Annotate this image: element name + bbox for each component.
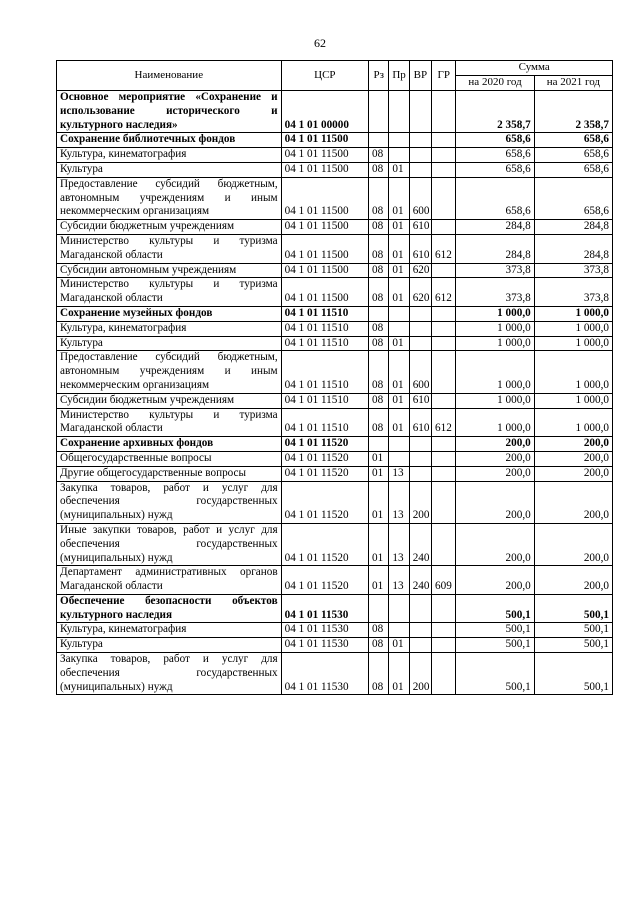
header-rz: Рз: [369, 61, 389, 91]
cell-pr: 01: [389, 263, 409, 278]
cell-gr: [432, 523, 456, 565]
table-row: [57, 653, 613, 695]
cell-sum-2020: 1 000,0: [456, 336, 534, 351]
cell-sum-2021: 2 358,7: [534, 91, 612, 133]
cell-sum-2020: 200,0: [456, 523, 534, 565]
cell-vr: 610: [409, 220, 431, 235]
cell-gr: [432, 351, 456, 393]
budget-table: [56, 60, 613, 695]
cell-sum-2021: 500,1: [534, 638, 612, 653]
cell-sum-2021: 500,1: [534, 594, 612, 623]
cell-vr: 240: [409, 566, 431, 595]
cell-csr: 04 1 01 11520: [281, 481, 368, 523]
table-row: [57, 638, 613, 653]
cell-pr: 01: [389, 393, 409, 408]
cell-sum-2021: 1 000,0: [534, 408, 612, 437]
cell-pr: [389, 594, 409, 623]
cell-pr: 13: [389, 523, 409, 565]
cell-pr: 01: [389, 638, 409, 653]
cell-gr: [432, 321, 456, 336]
cell-vr: 240: [409, 523, 431, 565]
header-gr: ГР: [432, 61, 456, 91]
cell-gr: [432, 220, 456, 235]
cell-gr: [432, 162, 456, 177]
table-row: [57, 437, 613, 452]
cell-gr: [432, 594, 456, 623]
table-row: [57, 220, 613, 235]
cell-name: Основное мероприятие «Сохранение и использование исторического и культурного наследия»: [57, 91, 282, 133]
cell-gr: [432, 148, 456, 163]
header-year-2021: на 2021 год: [534, 76, 612, 91]
cell-name: Департамент административных органов Магаданской области: [57, 566, 282, 595]
cell-csr: 04 1 01 11510: [281, 393, 368, 408]
cell-csr: 04 1 01 11510: [281, 321, 368, 336]
table-row: [57, 263, 613, 278]
table-row: [57, 177, 613, 219]
cell-vr: [409, 321, 431, 336]
cell-sum-2020: 200,0: [456, 466, 534, 481]
cell-csr: 04 1 01 11530: [281, 653, 368, 695]
cell-csr: 04 1 01 11520: [281, 451, 368, 466]
cell-name: Другие общегосударственные вопросы: [57, 466, 282, 481]
cell-name: Субсидии автономным учреждениям: [57, 263, 282, 278]
header-sum: Сумма: [456, 61, 613, 76]
cell-name: Сохранение музейных фондов: [57, 306, 282, 321]
cell-name: Культура: [57, 638, 282, 653]
cell-sum-2021: 200,0: [534, 481, 612, 523]
cell-pr: 13: [389, 566, 409, 595]
cell-vr: 620: [409, 278, 431, 307]
cell-sum-2020: 200,0: [456, 566, 534, 595]
cell-pr: 01: [389, 234, 409, 263]
cell-pr: 01: [389, 278, 409, 307]
cell-name: Обеспечение безопасности объектов культурного наследия: [57, 594, 282, 623]
table-row: [57, 523, 613, 565]
cell-rz: 08: [369, 234, 389, 263]
cell-name: Субсидии бюджетным учреждениям: [57, 393, 282, 408]
cell-vr: 200: [409, 653, 431, 695]
table-row: [57, 91, 613, 133]
cell-csr: 04 1 01 11520: [281, 466, 368, 481]
table-row: [57, 451, 613, 466]
cell-vr: [409, 148, 431, 163]
cell-sum-2020: 500,1: [456, 623, 534, 638]
cell-pr: [389, 623, 409, 638]
cell-pr: 01: [389, 653, 409, 695]
cell-gr: 612: [432, 278, 456, 307]
cell-vr: [409, 466, 431, 481]
table-row: [57, 133, 613, 148]
cell-name: Культура, кинематография: [57, 148, 282, 163]
cell-sum-2020: 658,6: [456, 162, 534, 177]
cell-sum-2021: 200,0: [534, 466, 612, 481]
cell-pr: 01: [389, 336, 409, 351]
cell-rz: 08: [369, 653, 389, 695]
cell-name: Министерство культуры и туризма Магаданской области: [57, 408, 282, 437]
cell-vr: [409, 451, 431, 466]
cell-gr: [432, 91, 456, 133]
cell-pr: [389, 451, 409, 466]
cell-pr: 13: [389, 481, 409, 523]
cell-sum-2021: 658,6: [534, 148, 612, 163]
cell-name: Общегосударственные вопросы: [57, 451, 282, 466]
cell-gr: [432, 481, 456, 523]
cell-rz: 08: [369, 393, 389, 408]
cell-sum-2021: 658,6: [534, 133, 612, 148]
cell-csr: 04 1 01 11500: [281, 234, 368, 263]
cell-pr: 13: [389, 466, 409, 481]
table-row: [57, 566, 613, 595]
cell-rz: [369, 594, 389, 623]
cell-gr: [432, 638, 456, 653]
page-number: 62: [314, 36, 326, 50]
cell-name: Министерство культуры и туризма Магаданской области: [57, 234, 282, 263]
table-row: [57, 351, 613, 393]
table-row: [57, 466, 613, 481]
cell-csr: 04 1 01 11500: [281, 220, 368, 235]
cell-csr: 04 1 01 11530: [281, 594, 368, 623]
cell-csr: 04 1 01 11500: [281, 148, 368, 163]
cell-gr: [432, 466, 456, 481]
header-csr: ЦСР: [281, 61, 368, 91]
cell-sum-2021: 200,0: [534, 566, 612, 595]
cell-sum-2020: 500,1: [456, 653, 534, 695]
table-row: [57, 393, 613, 408]
table-row: [57, 481, 613, 523]
cell-sum-2020: 658,6: [456, 177, 534, 219]
cell-gr: [432, 133, 456, 148]
cell-name: Сохранение архивных фондов: [57, 437, 282, 452]
cell-pr: 01: [389, 162, 409, 177]
cell-sum-2021: 1 000,0: [534, 393, 612, 408]
cell-rz: [369, 133, 389, 148]
cell-vr: 610: [409, 393, 431, 408]
cell-csr: 04 1 01 11530: [281, 638, 368, 653]
cell-name: Культура: [57, 162, 282, 177]
cell-vr: [409, 91, 431, 133]
cell-sum-2020: 1 000,0: [456, 321, 534, 336]
cell-name: Культура: [57, 336, 282, 351]
cell-gr: 612: [432, 234, 456, 263]
cell-rz: 01: [369, 451, 389, 466]
cell-pr: 01: [389, 177, 409, 219]
cell-rz: 08: [369, 278, 389, 307]
header-vr: ВР: [409, 61, 431, 91]
cell-pr: 01: [389, 408, 409, 437]
cell-pr: 01: [389, 220, 409, 235]
cell-rz: 08: [369, 177, 389, 219]
cell-name: Культура, кинематография: [57, 623, 282, 638]
cell-vr: [409, 594, 431, 623]
cell-sum-2020: 373,8: [456, 278, 534, 307]
cell-gr: [432, 623, 456, 638]
cell-rz: [369, 437, 389, 452]
cell-gr: [432, 263, 456, 278]
cell-rz: 01: [369, 523, 389, 565]
cell-vr: [409, 638, 431, 653]
table-row: [57, 594, 613, 623]
cell-vr: [409, 336, 431, 351]
cell-gr: [432, 437, 456, 452]
cell-sum-2020: 200,0: [456, 437, 534, 452]
cell-sum-2021: 1 000,0: [534, 336, 612, 351]
cell-name: Закупка товаров, работ и услуг для обеспечения государственных (муниципальных) нужд: [57, 481, 282, 523]
cell-rz: 08: [369, 162, 389, 177]
cell-sum-2021: 200,0: [534, 523, 612, 565]
cell-csr: 04 1 01 11520: [281, 566, 368, 595]
cell-rz: 08: [369, 351, 389, 393]
cell-sum-2021: 1 000,0: [534, 306, 612, 321]
table-row: [57, 321, 613, 336]
cell-rz: 08: [369, 148, 389, 163]
cell-vr: [409, 306, 431, 321]
cell-rz: 08: [369, 263, 389, 278]
cell-rz: 08: [369, 336, 389, 351]
cell-sum-2020: 500,1: [456, 638, 534, 653]
cell-sum-2021: 658,6: [534, 177, 612, 219]
cell-sum-2020: 200,0: [456, 451, 534, 466]
header-year-2020: на 2020 год: [456, 76, 534, 91]
cell-csr: 04 1 01 11500: [281, 278, 368, 307]
cell-sum-2021: 658,6: [534, 162, 612, 177]
cell-sum-2021: 373,8: [534, 263, 612, 278]
cell-csr: 04 1 01 11500: [281, 177, 368, 219]
cell-gr: 612: [432, 408, 456, 437]
cell-sum-2021: 284,8: [534, 220, 612, 235]
cell-name: Субсидии бюджетным учреждениям: [57, 220, 282, 235]
cell-rz: 01: [369, 481, 389, 523]
cell-csr: 04 1 01 11510: [281, 306, 368, 321]
cell-sum-2021: 500,1: [534, 653, 612, 695]
cell-vr: 620: [409, 263, 431, 278]
table-row: [57, 408, 613, 437]
cell-csr: 04 1 01 11530: [281, 623, 368, 638]
cell-name: Министерство культуры и туризма Магаданской области: [57, 278, 282, 307]
cell-gr: [432, 336, 456, 351]
cell-pr: [389, 133, 409, 148]
cell-rz: 01: [369, 566, 389, 595]
cell-sum-2020: 1 000,0: [456, 351, 534, 393]
cell-sum-2020: 200,0: [456, 481, 534, 523]
cell-sum-2020: 1 000,0: [456, 408, 534, 437]
cell-sum-2020: 1 000,0: [456, 306, 534, 321]
cell-rz: 08: [369, 408, 389, 437]
cell-vr: [409, 623, 431, 638]
table-row: [57, 278, 613, 307]
cell-csr: 04 1 01 11500: [281, 133, 368, 148]
cell-sum-2021: 200,0: [534, 451, 612, 466]
cell-vr: [409, 437, 431, 452]
cell-csr: 04 1 01 11500: [281, 263, 368, 278]
cell-pr: [389, 148, 409, 163]
table-row: [57, 162, 613, 177]
cell-pr: [389, 321, 409, 336]
cell-sum-2021: 1 000,0: [534, 321, 612, 336]
cell-vr: 600: [409, 351, 431, 393]
cell-gr: [432, 393, 456, 408]
cell-name: Иные закупки товаров, работ и услуг для обеспечения государственных (муниципальных) нужд: [57, 523, 282, 565]
cell-sum-2020: 2 358,7: [456, 91, 534, 133]
cell-sum-2020: 284,8: [456, 220, 534, 235]
cell-vr: 600: [409, 177, 431, 219]
cell-vr: 610: [409, 234, 431, 263]
cell-rz: 08: [369, 638, 389, 653]
cell-csr: 04 1 01 11520: [281, 437, 368, 452]
cell-pr: [389, 306, 409, 321]
cell-gr: 609: [432, 566, 456, 595]
cell-sum-2021: 284,8: [534, 234, 612, 263]
cell-sum-2021: 1 000,0: [534, 351, 612, 393]
cell-sum-2020: 373,8: [456, 263, 534, 278]
cell-name: Культура, кинематография: [57, 321, 282, 336]
cell-rz: 08: [369, 220, 389, 235]
cell-rz: [369, 91, 389, 133]
header-name: Наименование: [57, 61, 282, 91]
header-pr: Пр: [389, 61, 409, 91]
cell-name: Предоставление субсидий бюджетным, автономным учреждениям и иным некоммерческим организациям: [57, 177, 282, 219]
cell-sum-2020: 284,8: [456, 234, 534, 263]
cell-sum-2020: 500,1: [456, 594, 534, 623]
cell-name: Закупка товаров, работ и услуг для обеспечения государственных (муниципальных) нужд: [57, 653, 282, 695]
cell-vr: 610: [409, 408, 431, 437]
cell-gr: [432, 653, 456, 695]
table-row: [57, 148, 613, 163]
cell-vr: [409, 133, 431, 148]
cell-sum-2020: 658,6: [456, 133, 534, 148]
cell-sum-2020: 1 000,0: [456, 393, 534, 408]
cell-gr: [432, 451, 456, 466]
cell-sum-2021: 200,0: [534, 437, 612, 452]
cell-rz: [369, 306, 389, 321]
cell-vr: 200: [409, 481, 431, 523]
cell-csr: 04 1 01 11520: [281, 523, 368, 565]
cell-sum-2020: 658,6: [456, 148, 534, 163]
cell-sum-2021: 373,8: [534, 278, 612, 307]
cell-vr: [409, 162, 431, 177]
table-row: [57, 306, 613, 321]
cell-rz: 08: [369, 623, 389, 638]
cell-sum-2021: 500,1: [534, 623, 612, 638]
cell-pr: [389, 437, 409, 452]
cell-pr: [389, 91, 409, 133]
table-body: [57, 91, 613, 695]
table-row: [57, 336, 613, 351]
cell-name: Сохранение библиотечных фондов: [57, 133, 282, 148]
cell-csr: 04 1 01 00000: [281, 91, 368, 133]
cell-gr: [432, 177, 456, 219]
cell-pr: 01: [389, 351, 409, 393]
cell-gr: [432, 306, 456, 321]
cell-csr: 04 1 01 11510: [281, 336, 368, 351]
table-header: [57, 61, 613, 91]
cell-csr: 04 1 01 11510: [281, 351, 368, 393]
cell-rz: 01: [369, 466, 389, 481]
cell-rz: 08: [369, 321, 389, 336]
cell-name: Предоставление субсидий бюджетным, автономным учреждениям и иным некоммерческим организациям: [57, 351, 282, 393]
cell-csr: 04 1 01 11500: [281, 162, 368, 177]
table-row: [57, 623, 613, 638]
table-row: [57, 234, 613, 263]
cell-csr: 04 1 01 11510: [281, 408, 368, 437]
